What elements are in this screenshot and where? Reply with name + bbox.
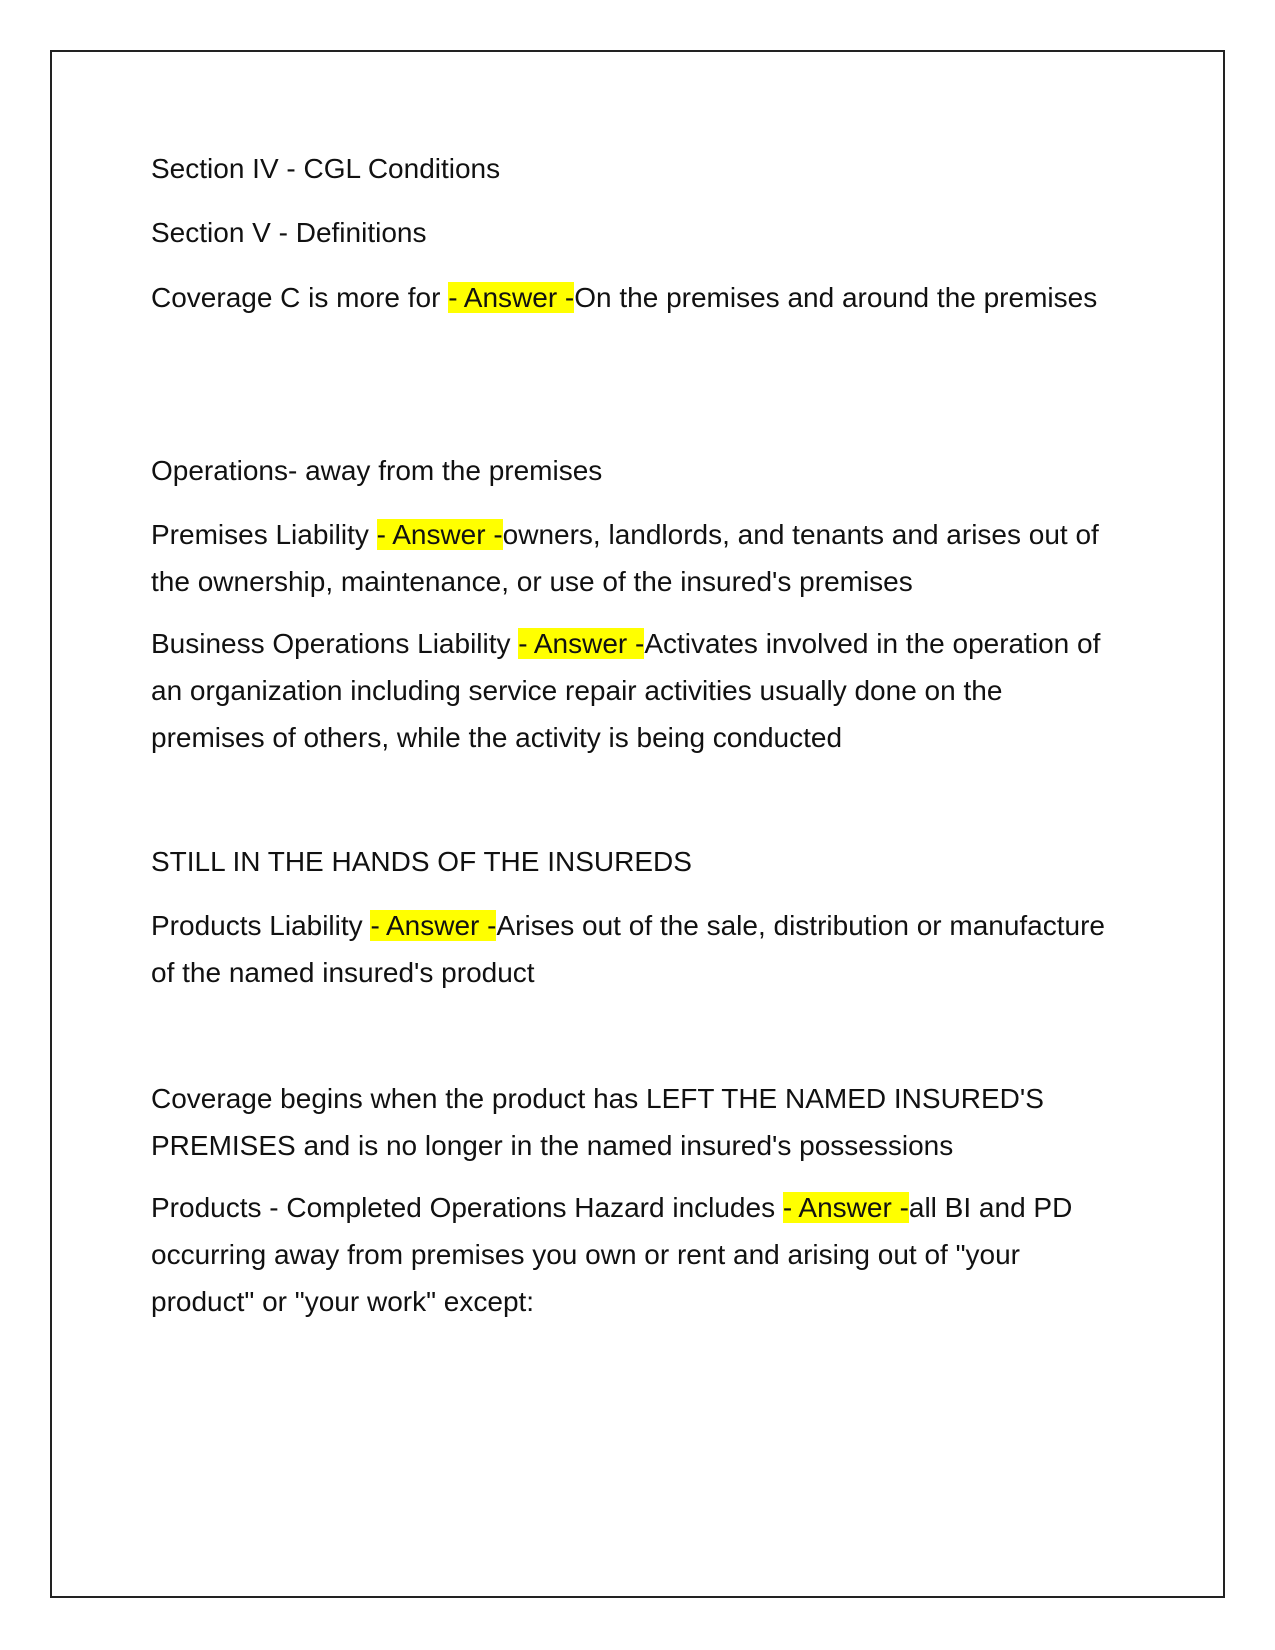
question-text: Products Liability: [151, 910, 371, 941]
paragraph-text: STILL IN THE HANDS OF THE INSUREDS: [151, 846, 692, 877]
paragraph-text: Operations- away from the premises: [151, 455, 603, 486]
paragraph-still-in-hands: [151, 838, 1111, 885]
paragraph-coverage-begins: [151, 1075, 1111, 1169]
paragraph-text: Section IV - CGL Conditions: [151, 153, 501, 184]
paragraph-operations: [151, 447, 1111, 494]
answer-text: On the premises and around the premises: [574, 282, 1098, 313]
answer-highlight: - Answer -: [448, 282, 575, 313]
answer-highlight: - Answer -: [518, 628, 645, 659]
question-text: Products - Completed Operations Hazard includes: [151, 1192, 783, 1223]
paragraph-text: Coverage begins when the product has LEFT THE NAMED INSURED'S PREMISES and is no longer in the named insured's possessions: [151, 1083, 1044, 1161]
question-text: Coverage C is more for: [151, 282, 449, 313]
answer-text: owners, landlords, and tenants and arises out of the ownership, maintenance, or use of the insured's premises: [151, 519, 1099, 597]
qa-products-liability: [151, 902, 1111, 996]
qa-premises-liability: [151, 511, 1111, 605]
answer-highlight: - Answer -: [376, 519, 503, 550]
qa-completed-operations-hazard: [151, 1184, 1111, 1325]
answer-text: Activates involved in the operation of an organization including service repair activities usually done on the premises of others, while the activity is being conducted: [151, 628, 1101, 753]
question-text: Premises Liability: [151, 519, 377, 550]
paragraph-section-v: [151, 209, 1111, 256]
qa-coverage-c: [151, 274, 1111, 321]
answer-highlight: - Answer -: [782, 1192, 909, 1223]
answer-highlight: - Answer -: [370, 910, 497, 941]
question-text: Business Operations Liability: [151, 628, 519, 659]
paragraph-section-iv: [151, 145, 1111, 192]
answer-text: Arises out of the sale, distribution or manufacture of the named insured's product: [151, 910, 1106, 988]
answer-text: all BI and PD occurring away from premises you own or rent and arising out of "your product" or "your work" except:: [151, 1192, 1073, 1317]
qa-business-operations-liability: [151, 620, 1111, 761]
paragraph-text: Section V - Definitions: [151, 217, 427, 248]
